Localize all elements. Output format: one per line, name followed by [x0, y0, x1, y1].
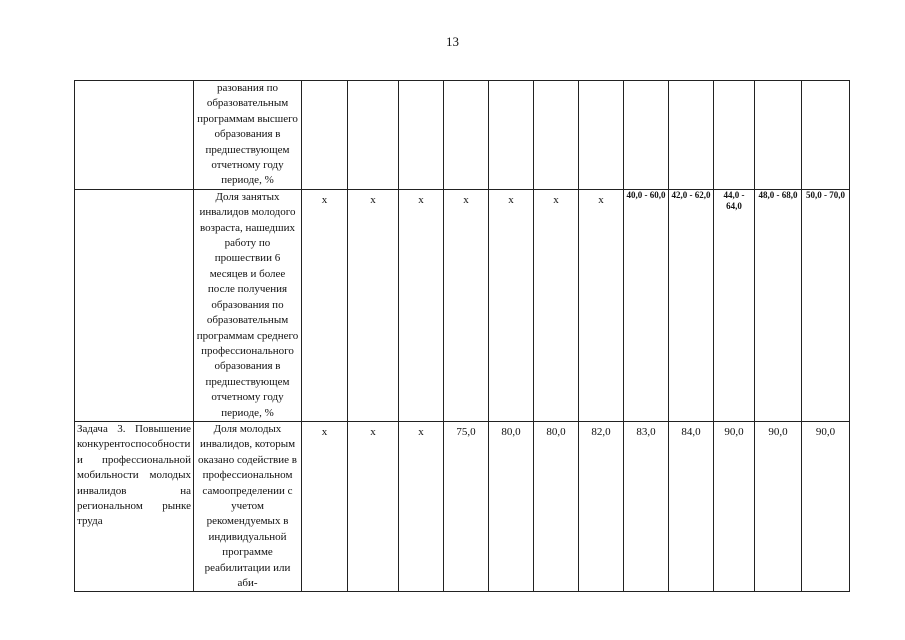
value-cell [302, 81, 348, 190]
value-cell: х [348, 421, 399, 591]
value-cell [444, 81, 489, 190]
value-cell: х [348, 189, 399, 421]
value-cell: х [302, 189, 348, 421]
indicators-table [74, 80, 850, 592]
value-cell: 83,0 [624, 421, 669, 591]
value-cell [802, 81, 850, 190]
page-number: 13 [446, 34, 459, 49]
table-row [75, 421, 850, 591]
value-cell: х [399, 189, 444, 421]
value-cell [579, 81, 624, 190]
value-range-cell: 48,0 - 68,0 [755, 189, 802, 421]
value-cell: 90,0 [714, 421, 755, 591]
value-cell: х [444, 189, 489, 421]
value-cell [624, 81, 669, 190]
value-range-cell: 44,0 - 64,0 [714, 189, 755, 421]
value-cell [755, 81, 802, 190]
value-cell: х [399, 421, 444, 591]
task-cell [75, 189, 194, 421]
value-cell: 84,0 [669, 421, 714, 591]
value-cell: 75,0 [444, 421, 489, 591]
value-cell [669, 81, 714, 190]
value-range-cell: 40,0 - 60,0 [624, 189, 669, 421]
value-cell [399, 81, 444, 190]
value-cell [534, 81, 579, 190]
value-cell: х [489, 189, 534, 421]
value-cell [714, 81, 755, 190]
value-cell: 90,0 [802, 421, 850, 591]
value-range-cell: 50,0 - 70,0 [802, 189, 850, 421]
value-cell: 90,0 [755, 421, 802, 591]
value-cell: 82,0 [579, 421, 624, 591]
table-row [75, 81, 850, 190]
indicator-cell: Доля молодых инвалидов, которым оказано содействие в профессиональном самоопределении с учетом рекомендуемых в индивидуальной программе реабилитации или аби- [194, 421, 302, 591]
task-cell: Задача 3. Повышение конкурентоспособности и профессиональной мобильности молодых инвалидов на региональном рынке труда [75, 421, 194, 591]
value-cell: х [534, 189, 579, 421]
value-cell: 80,0 [489, 421, 534, 591]
value-cell: х [302, 421, 348, 591]
value-range-cell: 42,0 - 62,0 [669, 189, 714, 421]
value-cell [489, 81, 534, 190]
table-row [75, 189, 850, 421]
value-cell: х [579, 189, 624, 421]
indicator-cell: Доля занятых инвалидов молодого возраста, нашедших работу по прошествии 6 месяцев и более после получения образования по образовательным программам среднего профессионального образования в предшествующем отчетному году периоде, % [194, 189, 302, 421]
value-cell [348, 81, 399, 190]
task-cell [75, 81, 194, 190]
value-cell: 80,0 [534, 421, 579, 591]
indicator-cell: разования по образовательным программам высшего образования в предшествующем отчетному году периоде, % [194, 81, 302, 190]
